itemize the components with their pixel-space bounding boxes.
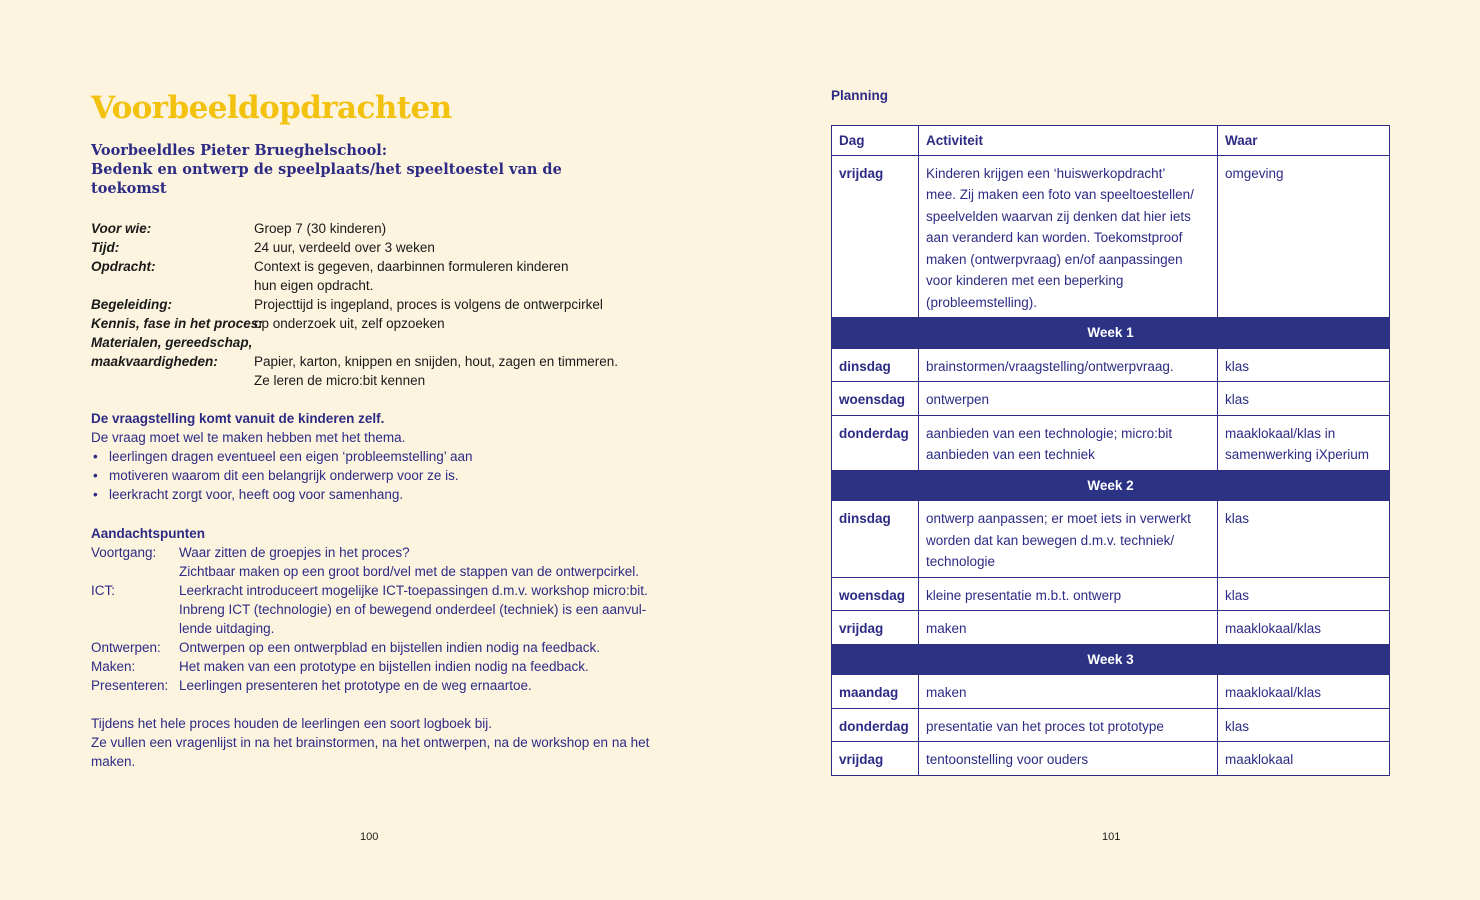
question-heading: De vraagstelling komt vanuit de kinderen zelf. [91, 411, 385, 426]
attention-row [91, 562, 691, 581]
table-row [832, 611, 1390, 645]
activity-line: ontwerp aanpassen; er moet iets in verwerkt [926, 511, 1191, 526]
table-row [832, 501, 1390, 578]
list-item: • leerlingen dragen eventueel een eigen ‘probleemstelling’ aan [91, 447, 691, 466]
info-label [91, 371, 254, 390]
bullet-list [91, 447, 691, 504]
activity-line: aan veranderd kan worden. Toekomstproof [926, 230, 1183, 245]
attention-label: Voortgang: [91, 545, 157, 560]
info-label: Voor wie: [91, 221, 152, 236]
activity-line: worden dat kan bewegen d.m.v. techniek/ [926, 532, 1175, 548]
page-number: 101 [1102, 831, 1121, 843]
attention-value: Zichtbaar maken op een groot bord/vel met de stappen van de ontwerpcirkel. [179, 564, 640, 579]
info-value: Ze leren de micro:bit kennen [254, 373, 426, 388]
attention-row [91, 638, 691, 657]
attention-row [91, 619, 691, 638]
activity-line: (probleemstelling). [926, 294, 1038, 310]
day-cell: vrijdag [832, 611, 919, 645]
column-header: Dag [832, 126, 919, 156]
activity-cell [919, 501, 1218, 578]
activity-line: aanbieden van een techniek [926, 447, 1095, 462]
activity-cell: kleine presentatie m.b.t. ontwerp [919, 577, 1218, 611]
where-cell [1218, 415, 1390, 470]
page-number: 100 [360, 831, 379, 843]
column-header: Activiteit [919, 126, 1218, 156]
attention-label: Ontwerpen: [91, 640, 161, 655]
question-section [91, 409, 691, 504]
table-header-row [832, 126, 1390, 156]
activity-cell: brainstormen/vraagstelling/ontwerpvraag. [919, 348, 1218, 382]
where-cell: klas [1218, 382, 1390, 416]
where-cell: klas [1218, 501, 1390, 578]
info-row [91, 333, 691, 352]
column-header: Waar [1218, 126, 1390, 156]
activity-line: maken (ontwerpvraag) en/of aanpassingen [926, 251, 1183, 267]
day-cell: woensdag [832, 577, 919, 611]
info-label: Begeleiding: [91, 297, 173, 312]
activity-line: speelvelden waarvan zij denken dat hier iets [926, 208, 1191, 224]
where-cell: maaklokaal/klas [1218, 675, 1390, 709]
attention-value: lende uitdaging. [179, 621, 275, 636]
table-row [832, 382, 1390, 416]
info-row [91, 276, 691, 295]
activity-line: technologie [926, 554, 996, 569]
activity-cell: ontwerpen [919, 382, 1218, 416]
subtitle-line: Bedenk en ontwerp de speelplaats/het speeltoestel van de [91, 161, 562, 178]
closing-line: maken. [91, 754, 136, 769]
lesson-subtitle [91, 141, 611, 198]
attention-label [91, 600, 179, 619]
attention-value: Ontwerpen op een ontwerpblad en bijstellen indien nodig na feedback. [179, 640, 601, 655]
attention-row [91, 657, 691, 676]
day-cell: maandag [832, 675, 919, 709]
info-value: op onderzoek uit, zelf opzoeken [254, 316, 445, 331]
table-row [832, 155, 1390, 318]
info-label: Opdracht: [91, 259, 156, 274]
activity-line: mee. Zij maken een foto van speeltoestellen/ [926, 187, 1194, 202]
where-cell: klas [1218, 577, 1390, 611]
table-row [832, 577, 1390, 611]
info-label: maakvaardigheden: [91, 354, 218, 369]
closing-line: Tijdens het hele proces houden de leerlingen een soort logboek bij. [91, 716, 493, 731]
question-intro: De vraag moet wel te maken hebben met het thema. [91, 430, 406, 445]
activity-cell: presentatie van het proces tot prototype [919, 708, 1218, 742]
info-row [91, 352, 691, 371]
week-band [832, 318, 1390, 349]
info-value: Projecttijd is ingepland, proces is volgens de ontwerpcirkel [254, 297, 603, 312]
info-row [91, 219, 691, 238]
attention-value: Inbreng ICT (technologie) en of bewegend onderdeel (techniek) is een aanvul- [179, 602, 647, 617]
page-title: Voorbeeldopdrachten [91, 90, 452, 126]
info-row [91, 295, 691, 314]
attention-value: Het maken van een prototype en bijstellen indien nodig na feedback. [179, 659, 589, 674]
attention-label [91, 562, 179, 581]
where-cell: omgeving [1218, 155, 1390, 318]
where-line: samenwerking iXperium [1225, 447, 1370, 462]
week-label: Week 1 [832, 318, 1390, 349]
where-cell: maaklokaal [1218, 742, 1390, 776]
list-item: • leerkracht zorgt voor, heeft oog voor samenhang. [91, 485, 691, 504]
info-label [91, 276, 254, 295]
activity-line: Kinderen krijgen een ‘huiswerkopdracht’ [926, 165, 1166, 181]
where-line: maaklokaal/klas in [1225, 425, 1336, 441]
info-value: Groep 7 (30 kinderen) [254, 221, 387, 236]
attention-value: Leerkracht introduceert mogelijke ICT-toepassingen d.m.v. workshop micro:bit. [179, 583, 648, 598]
info-value [254, 333, 691, 352]
activity-cell [919, 155, 1218, 318]
info-label: Materialen, gereedschap, [91, 335, 253, 350]
info-label: Kennis, fase in het proces: [91, 316, 263, 331]
attention-row [91, 600, 691, 619]
day-cell: woensdag [832, 382, 919, 416]
table-row [832, 742, 1390, 776]
subtitle-line: Voorbeeldles Pieter Brueghelschool: [91, 142, 388, 159]
day-cell: donderdag [832, 415, 919, 470]
day-cell: vrijdag [832, 155, 919, 318]
activity-cell: maken [919, 675, 1218, 709]
activity-line: voor kinderen met een beperking [926, 273, 1124, 288]
table-row [832, 708, 1390, 742]
attention-row [91, 543, 691, 562]
info-value: Papier, karton, knippen en snijden, hout, zagen en timmeren. [254, 354, 618, 369]
closing-line: Ze vullen een vragenlijst in na het brainstormen, na het ontwerpen, na de workshop en na het [91, 735, 650, 750]
right-page [740, 0, 1480, 900]
subtitle-line: toekomst [91, 180, 167, 197]
day-cell: dinsdag [832, 501, 919, 578]
day-cell: donderdag [832, 708, 919, 742]
activity-cell [919, 415, 1218, 470]
where-cell: klas [1218, 348, 1390, 382]
table-row [832, 675, 1390, 709]
info-value: hun eigen opdracht. [254, 278, 374, 293]
info-row [91, 238, 691, 257]
attention-heading: Aandachtspunten [91, 526, 206, 541]
table-row [832, 348, 1390, 382]
planning-table [831, 125, 1390, 776]
planning-title: Planning [831, 88, 888, 103]
week-label: Week 2 [832, 470, 1390, 501]
where-cell: maaklokaal/klas [1218, 611, 1390, 645]
info-row [91, 257, 691, 276]
info-row [91, 371, 691, 390]
table-row [832, 415, 1390, 470]
list-item: • motiveren waarom dit een belangrijk onderwerp voor ze is. [91, 466, 691, 485]
day-cell: vrijdag [832, 742, 919, 776]
attention-label: ICT: [91, 583, 116, 598]
attention-row [91, 581, 691, 600]
activity-line: aanbieden van een technologie; micro:bit [926, 425, 1173, 441]
week-band [832, 644, 1390, 675]
where-cell: klas [1218, 708, 1390, 742]
info-label: Tijd: [91, 240, 120, 255]
info-value: Context is gegeven, daarbinnen formuleren kinderen [254, 259, 569, 274]
closing-paragraph [91, 714, 691, 771]
attention-row [91, 676, 691, 695]
day-cell: dinsdag [832, 348, 919, 382]
week-band [832, 470, 1390, 501]
lesson-info [91, 219, 691, 390]
attention-label [91, 619, 179, 638]
attention-value: Leerlingen presenteren het prototype en de weg ernaartoe. [179, 678, 532, 693]
attention-label: Maken: [91, 659, 136, 674]
info-row [91, 314, 691, 333]
week-label: Week 3 [832, 644, 1390, 675]
activity-cell: maken [919, 611, 1218, 645]
info-value: 24 uur, verdeeld over 3 weken [254, 240, 435, 255]
attention-value: Waar zitten de groepjes in het proces? [179, 545, 410, 560]
activity-cell: tentoonstelling voor ouders [919, 742, 1218, 776]
attention-section [91, 524, 691, 695]
attention-label: Presenteren: [91, 678, 169, 693]
